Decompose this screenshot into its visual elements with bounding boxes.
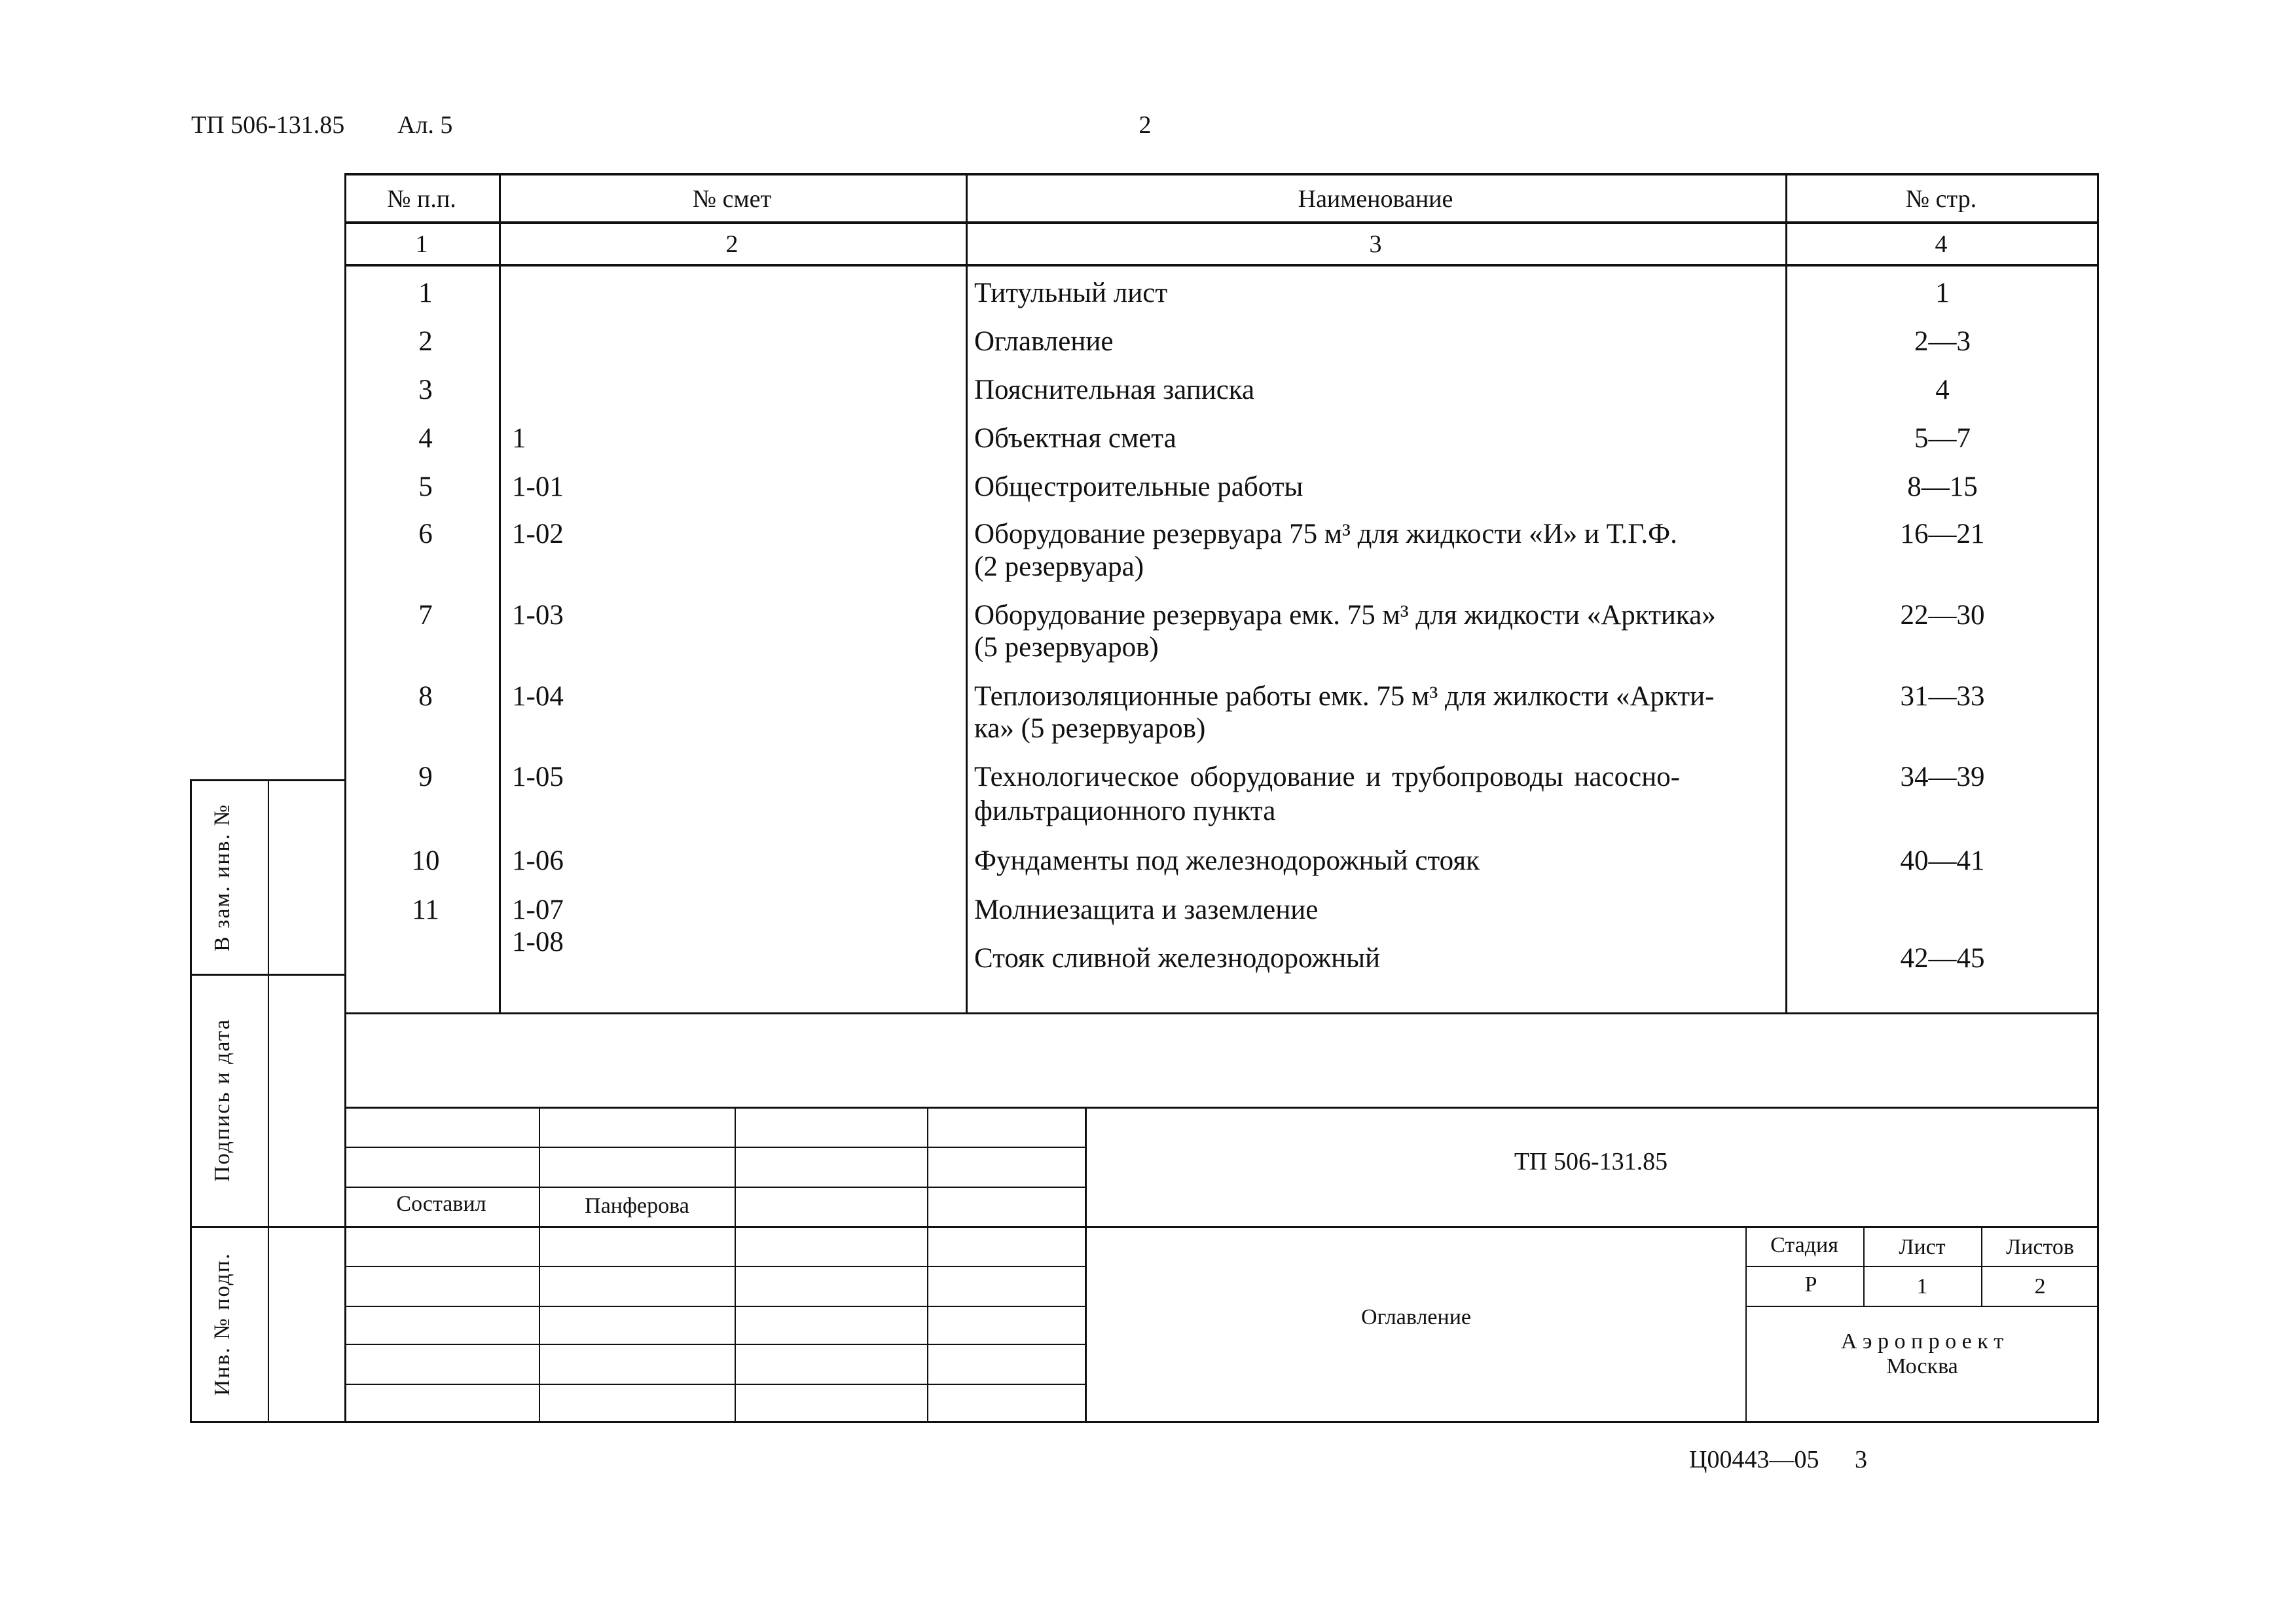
row-pages: 2—3 (1914, 326, 1971, 357)
row-number: 9 (418, 762, 433, 792)
row-name: Технологическое оборудование и трубопроводы насосно- (974, 762, 1681, 792)
row-pages: 42—45 (1900, 943, 1985, 974)
row-pages: 34—39 (1900, 762, 1985, 792)
row-smeta: 1-04 (512, 681, 564, 712)
stage-label: Стадия (1770, 1233, 1838, 1257)
stamp-doc-code: ТП 506-131.85 (1514, 1148, 1668, 1175)
row-number: 6 (418, 519, 433, 549)
row-pages: 31—33 (1900, 681, 1985, 712)
row-pages: 22—30 (1900, 600, 1985, 631)
row-pages: 8—15 (1907, 471, 1978, 502)
row-pages: 4 (1935, 375, 1950, 405)
row-number: 8 (418, 681, 433, 712)
row-name: Оборудование резервуара емк. 75 м³ для жидкости «Арктика» (974, 600, 1716, 631)
side-label-inventory: Инв. № подп. (210, 1252, 234, 1396)
row-name: Объектная смета (974, 423, 1176, 454)
page-number: 2 (1139, 111, 1152, 139)
row-name: Пояснительная записка (974, 375, 1255, 405)
column-header-name: Наименование (1298, 185, 1453, 213)
row-number: 4 (418, 423, 433, 454)
doc-code: ТП 506-131.85 (191, 111, 345, 139)
row-name: фильтрационного пункта (974, 796, 1276, 826)
column-header-pages: № стр. (1905, 185, 1977, 213)
row-pages: 16—21 (1900, 519, 1985, 549)
row-number: 10 (411, 845, 440, 876)
row-number: 3 (418, 375, 433, 405)
sheet-value: 1 (1916, 1274, 1928, 1299)
column-number-3: 3 (1369, 231, 1382, 258)
row-name: Титульный лист (974, 278, 1168, 308)
column-number-4: 4 (1935, 231, 1948, 258)
row-number: 2 (418, 326, 433, 357)
side-label-replacement: В зам. инв. № (210, 803, 234, 952)
row-number: 11 (412, 895, 439, 925)
footer-page: 3 (1855, 1446, 1867, 1473)
row-pages: 1 (1935, 278, 1950, 308)
sheets-value: 2 (2034, 1274, 2046, 1299)
sheets-label: Листов (2006, 1235, 2074, 1259)
row-name: Фундаменты под железнодорожный стояк (974, 845, 1480, 876)
row-smeta: 1-06 (512, 845, 564, 876)
row-number: 5 (418, 471, 433, 502)
row-name: Молниезащита и заземление (974, 895, 1319, 925)
stamp-person: Панферова (585, 1194, 689, 1218)
column-header-num: № п.п. (387, 185, 456, 213)
column-header-smeta: № смет (692, 185, 772, 213)
organization: А э р о п р о е к т (1840, 1329, 2004, 1354)
city: Москва (1886, 1354, 1958, 1378)
row-smeta: 1-07 (512, 895, 564, 925)
row-pages: 40—41 (1900, 845, 1985, 876)
row-smeta: 1-03 (512, 600, 564, 631)
column-number-1: 1 (415, 231, 428, 258)
column-number-2: 2 (725, 231, 738, 258)
row-name: Общестроительные работы (974, 471, 1303, 502)
row-name: ка» (5 резервуаров) (974, 713, 1206, 744)
row-smeta: 1-01 (512, 471, 564, 502)
footer-code: Ц00443—05 (1689, 1446, 1819, 1473)
row-number: 7 (418, 600, 433, 631)
row-name: Оборудование резервуара 75 м³ для жидкости «И» и Т.Г.Ф. (974, 519, 1677, 549)
row-smeta: 1 (512, 423, 526, 454)
side-label-signature: Подпись и дата (210, 1018, 234, 1182)
stamp-role: Составил (396, 1192, 486, 1216)
row-smeta: 1-02 (512, 519, 564, 549)
row-pages: 5—7 (1914, 423, 1971, 454)
sheet-label: Лист (1899, 1235, 1946, 1259)
row-smeta: 1-08 (512, 927, 564, 957)
row-name: Стояк сливной железнодорожный (974, 943, 1381, 974)
row-name: Теплоизоляционные работы емк. 75 м³ для жилкости «Аркти- (974, 681, 1715, 712)
row-name: (5 резервуаров) (974, 632, 1159, 663)
row-smeta: 1-05 (512, 762, 564, 792)
stamp-title: Оглавление (1361, 1305, 1471, 1329)
row-number: 1 (418, 278, 433, 308)
album-label: Ал. 5 (397, 111, 453, 139)
stage-value: Р (1804, 1272, 1817, 1297)
row-name: (2 резервуара) (974, 551, 1144, 582)
row-name: Оглавление (974, 326, 1114, 357)
